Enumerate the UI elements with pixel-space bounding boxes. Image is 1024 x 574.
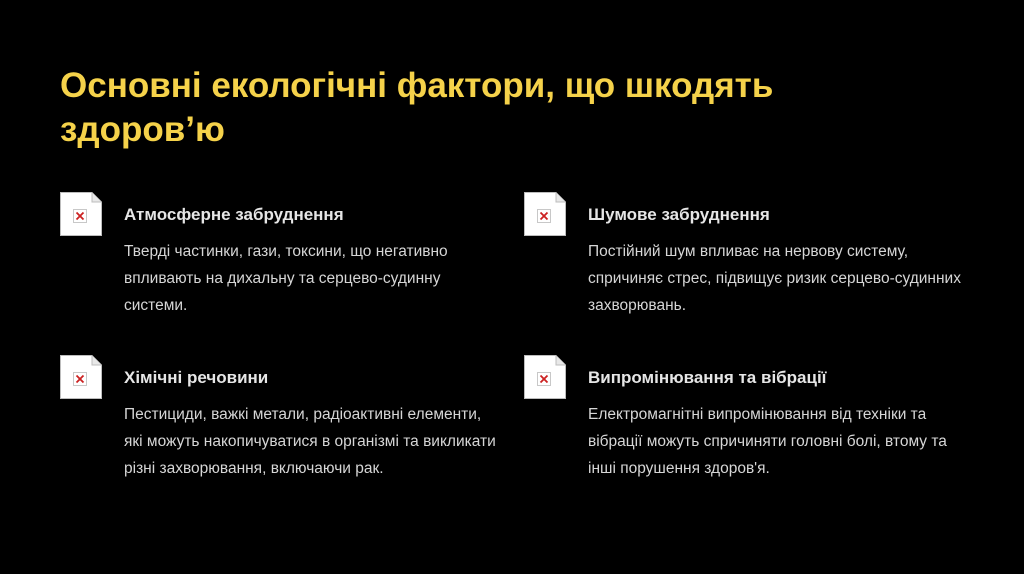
factor-description: Пестициди, важкі метали, радіоактивні елементи, які можуть накопичуватися в організмі та викликати різні захворювання, включаючи рак. — [124, 406, 496, 477]
broken-image-icon — [524, 192, 566, 236]
factor-heading: Випромінювання та вібрації — [588, 368, 827, 387]
factor-heading: Атмосферне забруднення — [124, 205, 344, 224]
broken-image-icon — [524, 355, 566, 399]
factor-heading: Шумове забруднення — [588, 205, 770, 224]
factor-description: Електромагнітні випромінювання від техніки та вібрації можуть спричиняти головні болі, втому та інші порушення здоров'я. — [588, 406, 947, 477]
slide-title: Основні екологічні фактори, що шкодять здоров’ю — [60, 66, 774, 149]
factor-heading: Хімічні речовини — [124, 368, 269, 387]
factor-description: Постійний шум впливає на нервову систему, спричиняє стрес, підвищує ризик серцево-судинних захворювань. — [588, 243, 961, 314]
broken-image-icon — [60, 355, 102, 399]
factor-description: Тверді частинки, гази, токсини, що негативно впливають на дихальну та серцево-судинну системи. — [124, 243, 448, 314]
broken-image-icon — [60, 192, 102, 236]
